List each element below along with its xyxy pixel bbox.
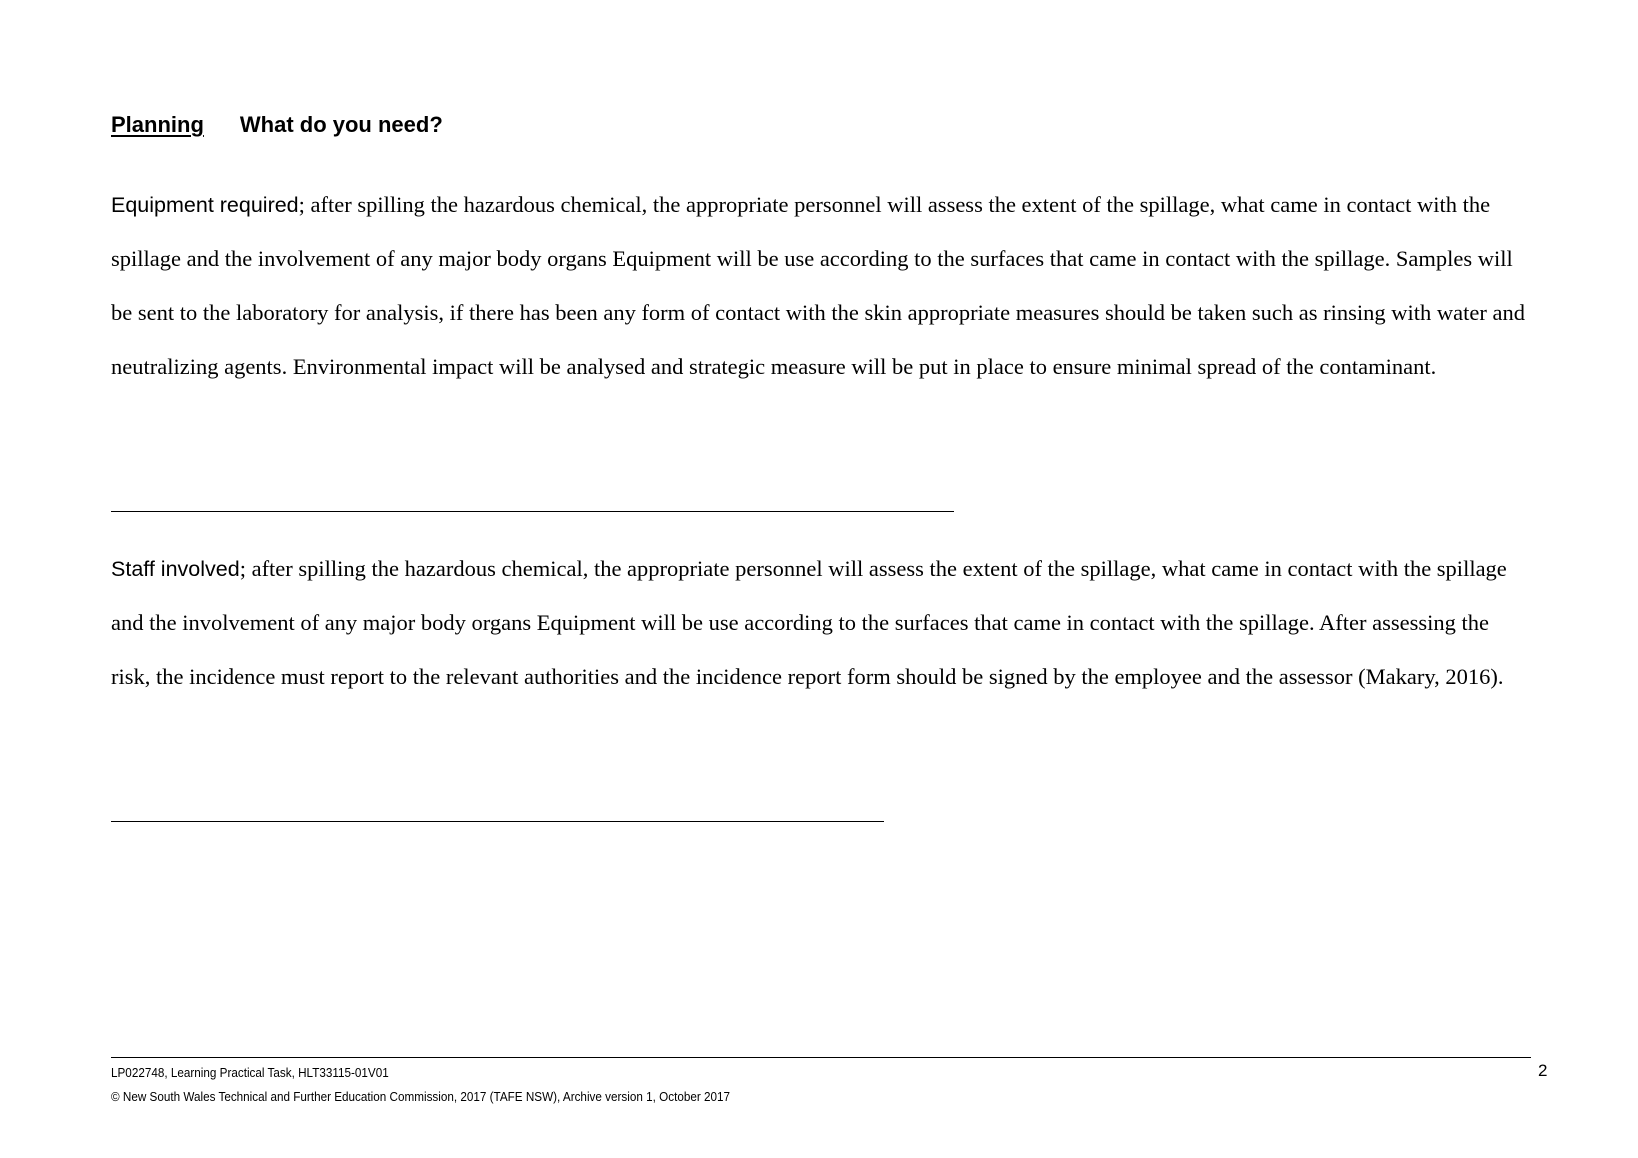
equipment-separator: ; (298, 192, 305, 217)
staff-text: after spilling the hazardous chemical, the appropriate personnel will assess the extent of the spillage, what came in contact with the spillage and the involvement of any major body organs Equipment will be use according to the surfaces that came in contact with the spillage. After assessing the risk, the incidence must report to the relevant authorities and the incidence report form should be signed by the employee and the assessor (Makary, 2016). (111, 556, 1507, 689)
footer-document-id: LP022748, Learning Practical Task, HLT33115-01V01 (111, 1065, 389, 1080)
answer-line-staff (111, 821, 884, 822)
page-number: 2 (1538, 1061, 1548, 1080)
answer-line-equipment (111, 511, 954, 512)
planning-heading: Planning (111, 112, 204, 137)
question-heading: What do you need? (239, 112, 443, 137)
equipment-paragraph (111, 178, 1531, 394)
equipment-text: after spilling the hazardous chemical, the appropriate personnel will assess the extent of the spillage, what came in contact with the spillage and the involvement of any major body organs Equipment will be use according to the surfaces that came in contact with the spillage. Samples will be sent to the laboratory for analysis, if there has been any form of contact with the skin appropriate measures should be taken such as rinsing with water and neutralizing agents. Environmental impact will be analysed and strategic measure will be put in place to ensure minimal spread of the contaminant. (111, 192, 1525, 379)
section-heading (111, 110, 443, 140)
staff-separator: ; (239, 556, 246, 581)
staff-label: Staff involved (111, 557, 240, 581)
footer-divider (111, 1057, 1531, 1058)
footer-copyright: © New South Wales Technical and Further Education Commission, 2017 (TAFE NSW), Archive version 1, October 2017 (111, 1089, 731, 1104)
equipment-label: Equipment required (111, 193, 299, 217)
staff-paragraph (111, 542, 1531, 704)
